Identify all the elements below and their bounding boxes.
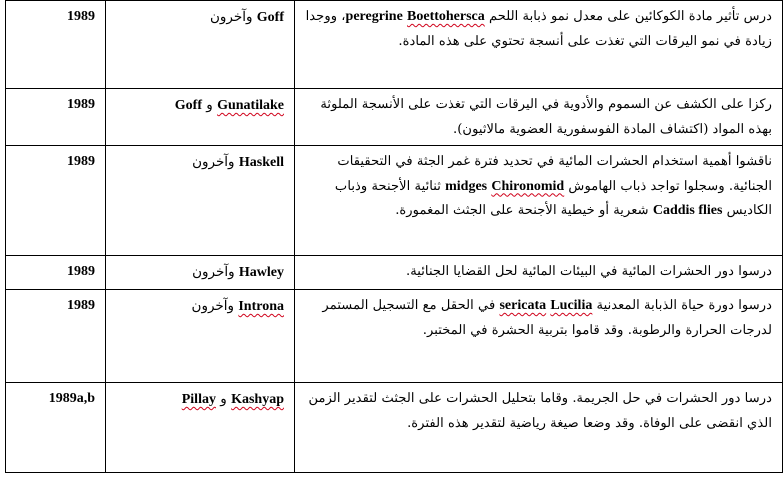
year-cell: 1989 bbox=[6, 146, 106, 256]
species-name: midges bbox=[445, 178, 488, 194]
author-suffix: وآخرون bbox=[192, 154, 235, 170]
author-suffix: وآخرون bbox=[191, 298, 235, 314]
description-cell bbox=[295, 1, 783, 89]
author-name: Pillay bbox=[181, 392, 216, 407]
species-name: Chironomid bbox=[491, 178, 565, 194]
author-name: Goff bbox=[174, 98, 202, 113]
species-name: Boettohersca bbox=[407, 9, 485, 24]
description-text: درس تأثير مادة الكوكائين على معدل نمو ذبابة اللحم bbox=[484, 9, 772, 24]
year-cell: 1989 bbox=[6, 1, 106, 89]
description-cell: درسوا دور الحشرات المائية في البيئات المائية لحل القضايا الجنائية. bbox=[295, 256, 783, 290]
author-name: Hawley bbox=[238, 265, 284, 280]
description-cell bbox=[295, 290, 783, 383]
author-separator: و bbox=[201, 97, 218, 113]
table-row bbox=[6, 146, 783, 256]
species-name: sericata bbox=[499, 298, 547, 313]
description-text: ، ووجدا زيادة في نمو اليرقات التي تغذت على أنسجة تحتوي على هذه المادة. bbox=[305, 9, 772, 49]
author-name: Goff bbox=[256, 10, 284, 25]
author-name: Haskell bbox=[238, 155, 284, 170]
author-name: Kashyap bbox=[231, 392, 284, 407]
literature-table bbox=[5, 0, 783, 473]
description-text: في الحقل مع التسجيل المستمر لدرجات الحرارة والرطوبة. وقد قاموا بتربية الحشرة في المختبر. bbox=[322, 298, 772, 338]
description-cell: درسا دور الحشرات في حل الجريمة. وقاما بتحليل الحشرات على الجثث لتقدير الزمن الذي انقضى على الوفاة. وقد وضعا صيغة رياضية لتقدير هذه الفترة. bbox=[295, 383, 783, 473]
table-row bbox=[6, 383, 783, 473]
description-cell: ركزا على الكشف عن السموم والأدوية في اليرقات التي تغذت على الأنسجة الملوثة بهذه المواد (اكتشاف المادة الفوسفورية العضوية مالاثيون). bbox=[295, 89, 783, 146]
author-cell bbox=[106, 290, 295, 383]
table-row bbox=[6, 256, 783, 290]
author-cell bbox=[106, 1, 295, 89]
table-row bbox=[6, 290, 783, 383]
description-text: درسوا دورة حياة الذبابة المعدنية bbox=[592, 298, 772, 313]
year-cell: 1989 bbox=[6, 89, 106, 146]
species-name: peregrine bbox=[345, 9, 403, 24]
author-cell bbox=[106, 256, 295, 290]
author-name: Gunatilake bbox=[217, 98, 284, 113]
year-cell: 1989 bbox=[6, 290, 106, 383]
author-cell bbox=[106, 89, 295, 146]
description-text: ثنائية الأجنحة وذباب الكاديس bbox=[334, 178, 772, 218]
table-row bbox=[6, 89, 783, 146]
year-cell: 1989 bbox=[6, 256, 106, 290]
author-cell bbox=[106, 146, 295, 256]
author-suffix: وآخرون bbox=[192, 264, 235, 280]
author-cell bbox=[106, 383, 295, 473]
species-name: Caddis flies bbox=[652, 203, 723, 218]
author-name: Introna bbox=[238, 299, 284, 314]
author-separator: و bbox=[215, 391, 232, 407]
year-cell: 1989a,b bbox=[6, 383, 106, 473]
description-cell bbox=[295, 146, 783, 256]
author-suffix: وآخرون bbox=[209, 9, 253, 25]
table-row bbox=[6, 1, 783, 89]
description-text: ناقشوا أهمية استخدام الحشرات المائية في تحديد فترة غمر الجثة في التحقيقات الجنائية. وسجلوا تواجد ذباب الهاموش bbox=[337, 154, 772, 194]
species-name: Lucilia bbox=[550, 298, 593, 313]
description-text: شعرية أو خيطية الأجنحة على الجثث المغمورة. bbox=[395, 203, 653, 218]
